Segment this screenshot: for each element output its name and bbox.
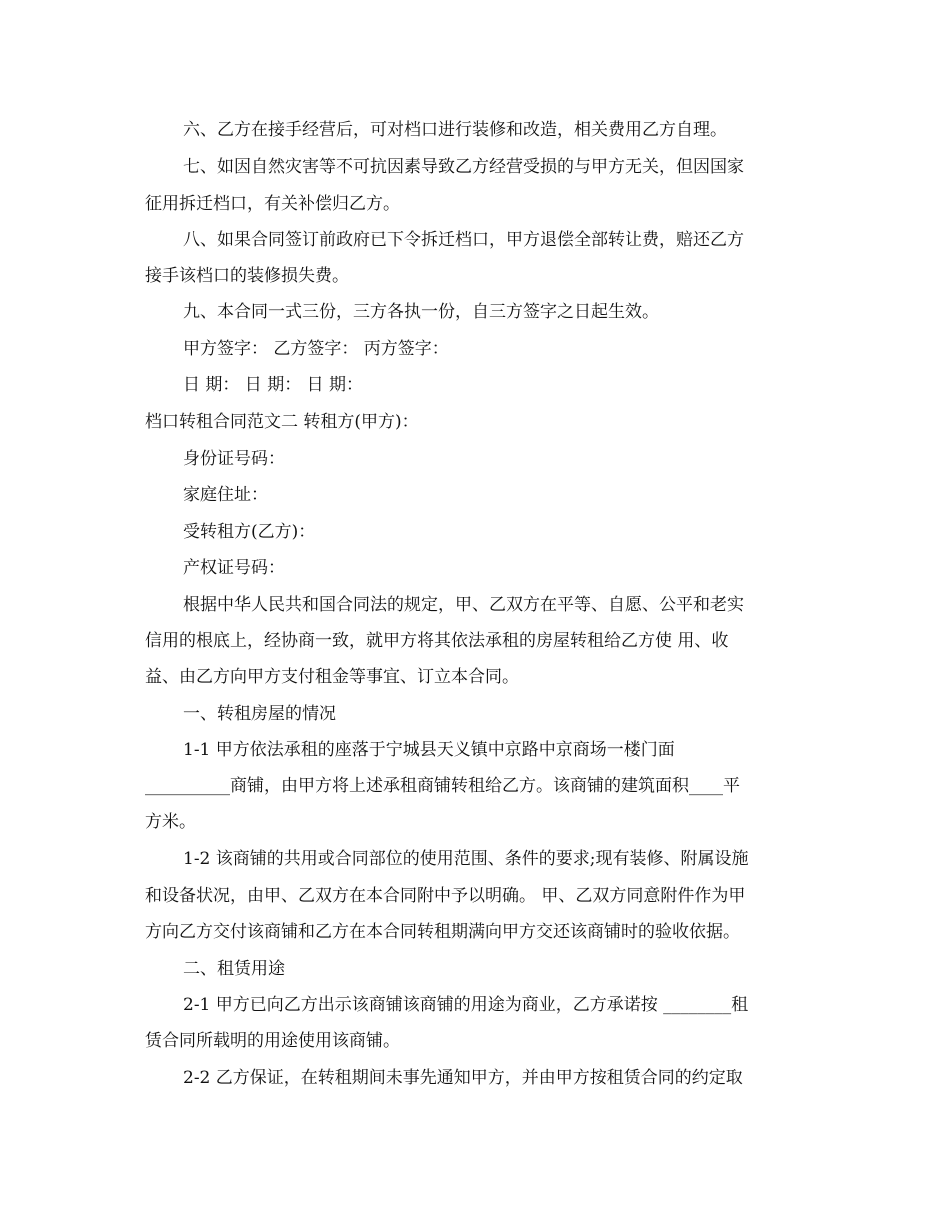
section-heading: 一、转租房屋的情况: [183, 704, 336, 724]
field-label: 家庭住址：: [183, 485, 268, 505]
section-heading: 档口转租合同范文二 转租方(甲方)：: [145, 412, 419, 432]
text-line: 征用拆迁档口，有关补偿归乙方。: [145, 194, 400, 214]
text-line: 1-1 甲方依法承租的座落于宁城县天义镇中京路中京商场一楼门面: [183, 740, 675, 760]
text-line: 信用的根底上，经协商一致，就甲方将其依法承租的房屋转租给乙方使 用、收: [145, 631, 729, 651]
field-label: 产权证号码：: [183, 558, 285, 578]
field-label: 受转租方(乙方)：: [183, 522, 316, 542]
text-line: 2-1 甲方已向乙方出示该商铺该商铺的用途为商业，乙方承诺按 ________租: [183, 995, 749, 1015]
text-line: 方米。: [145, 812, 196, 832]
text-line: 六、乙方在接手经营后，可对档口进行装修和改造，相关费用乙方自理。: [183, 120, 727, 140]
text-line: 益、由乙方向甲方支付租金等事宜、订立本合同。: [145, 667, 519, 687]
text-line: 根据中华人民共和国合同法的规定，甲、乙双方在平等、自愿、公平和老实: [183, 595, 744, 615]
text-line: __________商铺，由甲方将上述承租商铺转租给乙方。该商铺的建筑面积____平: [145, 776, 740, 796]
text-line: 接手该档口的装修损失费。: [145, 266, 349, 286]
field-label: 身份证号码：: [183, 449, 285, 469]
signature-labels: 甲方签字： 乙方签字： 丙方签字：: [183, 339, 449, 359]
text-line: 1-2 该商铺的共用或合同部位的使用范围、条件的要求;现有装修、附属设施: [183, 849, 749, 869]
text-line: 赁合同所载明的用途使用该商铺。: [145, 1031, 400, 1051]
text-line: 2-2 乙方保证，在转租期间未事先通知甲方，并由甲方按租赁合同的约定取: [183, 1068, 743, 1088]
text-line: 方向乙方交付该商铺和乙方在本合同转租期满向甲方交还该商铺时的验收依据。: [145, 922, 740, 942]
section-heading: 二、租赁用途: [183, 959, 285, 979]
text-line: 七、如因自然灾害等不可抗因素导致乙方经营受损的与甲方无关，但因国家: [183, 157, 744, 177]
text-line: 和设备状况，由甲、乙双方在本合同附中予以明确。 甲、乙双方同意附件作为甲: [145, 886, 746, 906]
text-line: 九、本合同一式三份，三方各执一份，自三方签字之日起生效。: [183, 302, 659, 322]
text-line: 八、如果合同签订前政府已下令拆迁档口，甲方退偿全部转让费，赔还乙方: [183, 230, 744, 250]
date-labels: 日 期： 日 期： 日 期：: [183, 375, 364, 395]
